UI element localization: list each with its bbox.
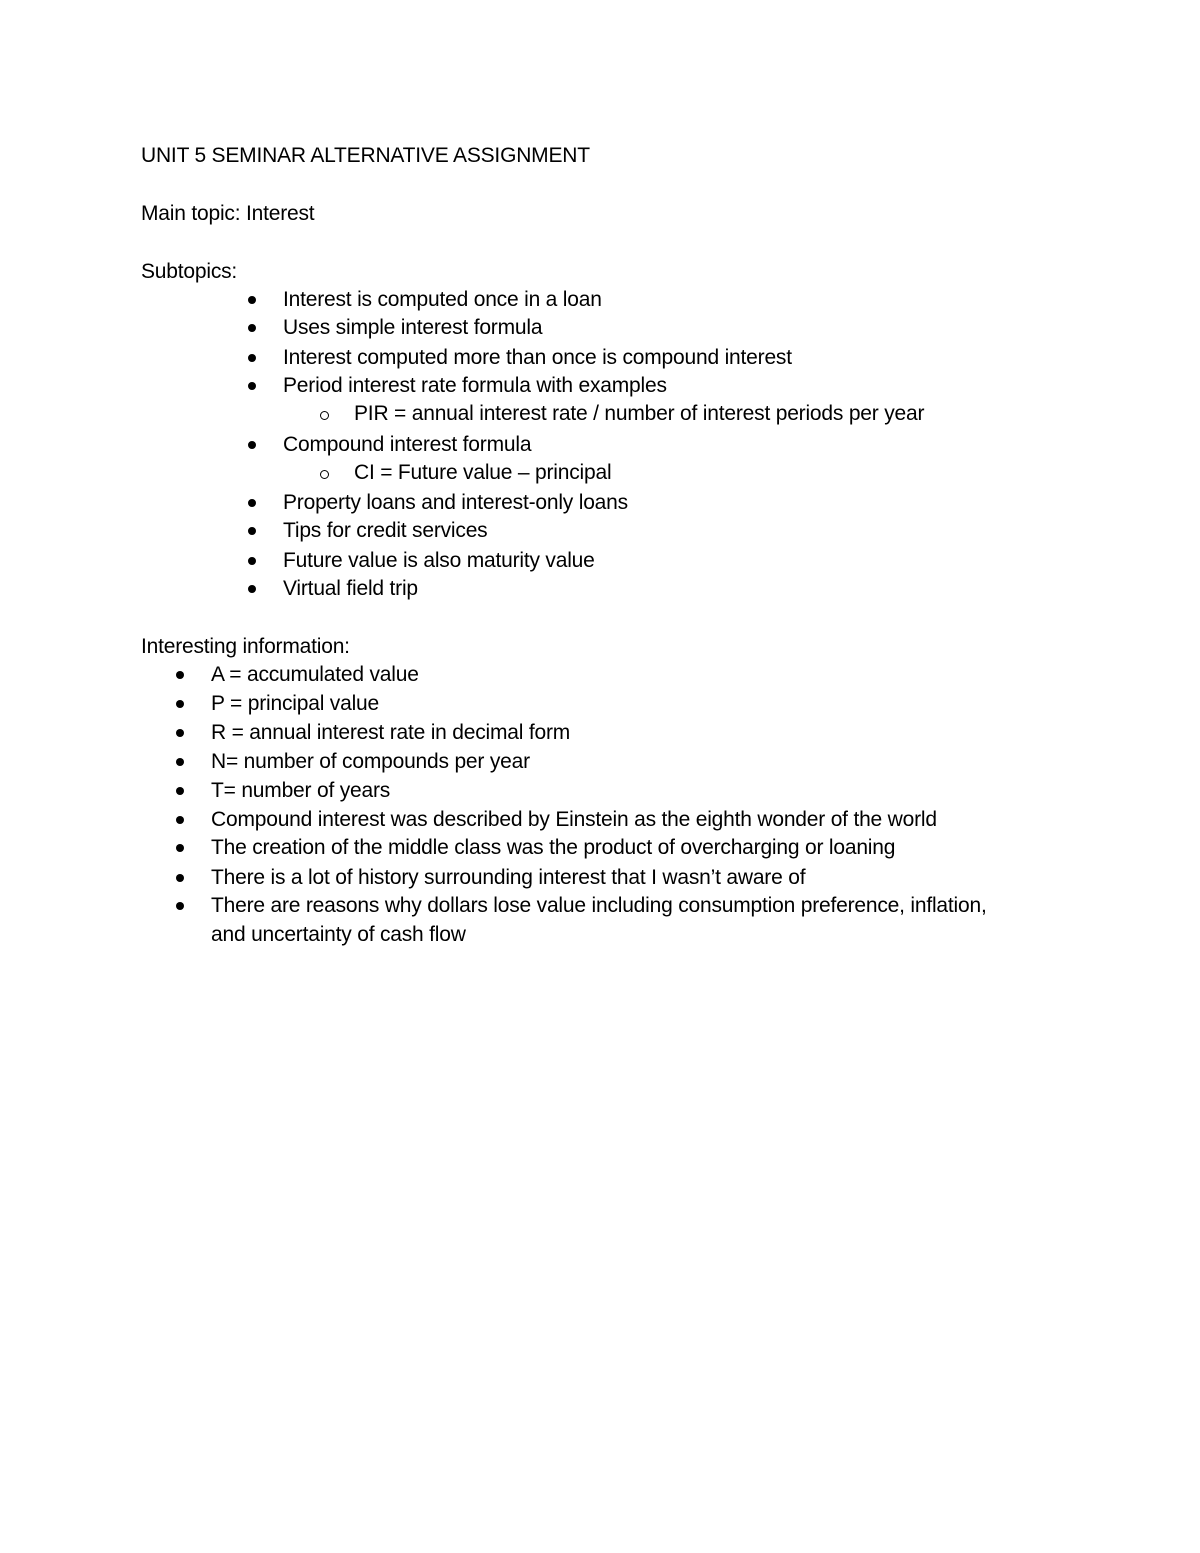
document-title: UNIT 5 SEMINAR ALTERNATIVE ASSIGNMENT [141,144,590,167]
bullet-icon [176,902,184,910]
hollow-bullet-icon [320,470,329,479]
info-item: R = annual interest rate in decimal form [211,721,571,744]
info-item: A = accumulated value [211,663,419,686]
subtopic-item: Compound interest formula [283,433,532,456]
bullet-icon [248,527,256,535]
subtopic-detail-pir: PIR = annual interest rate / number of interest periods per year [354,402,925,425]
info-item: There are reasons why dollars lose value including consumption preference, inflation, [211,894,987,917]
bullet-icon [176,844,184,852]
main-topic: Main topic: Interest [141,202,315,225]
bullet-icon [248,324,256,332]
bullet-icon [248,557,256,565]
subtopic-item: Tips for credit services [283,519,488,542]
bullet-icon [176,816,184,824]
bullet-icon [176,758,184,766]
subtopics-heading: Subtopics: [141,260,238,283]
subtopic-detail-ci: CI = Future value – principal [354,461,612,484]
info-item-continuation: and uncertainty of cash flow [211,923,466,946]
subtopic-item: Property loans and interest-only loans [283,491,628,514]
bullet-icon [248,382,256,390]
info-item: T= number of years [211,779,391,802]
subtopic-item: Virtual field trip [283,577,418,600]
bullet-icon [176,700,184,708]
subtopic-item: Uses simple interest formula [283,316,543,339]
hollow-bullet-icon [320,411,329,420]
info-item: P = principal value [211,692,380,715]
info-item: There is a lot of history surrounding interest that I wasn’t aware of [211,866,806,889]
bullet-icon [176,729,184,737]
bullet-icon [176,787,184,795]
info-item: The creation of the middle class was the product of overcharging or loaning [211,836,896,859]
bullet-icon [248,499,256,507]
info-item: Compound interest was described by Einstein as the eighth wonder of the world [211,808,937,831]
subtopic-item: Period interest rate formula with examples [283,374,667,397]
info-heading: Interesting information: [141,635,350,658]
subtopic-item: Interest computed more than once is compound interest [283,346,792,369]
info-item: N= number of compounds per year [211,750,530,773]
bullet-icon [248,354,256,362]
bullet-icon [176,874,184,882]
bullet-icon [248,585,256,593]
subtopic-item: Future value is also maturity value [283,549,595,572]
bullet-icon [176,671,184,679]
bullet-icon [248,296,256,304]
subtopic-item: Interest is computed once in a loan [283,288,602,311]
bullet-icon [248,441,256,449]
